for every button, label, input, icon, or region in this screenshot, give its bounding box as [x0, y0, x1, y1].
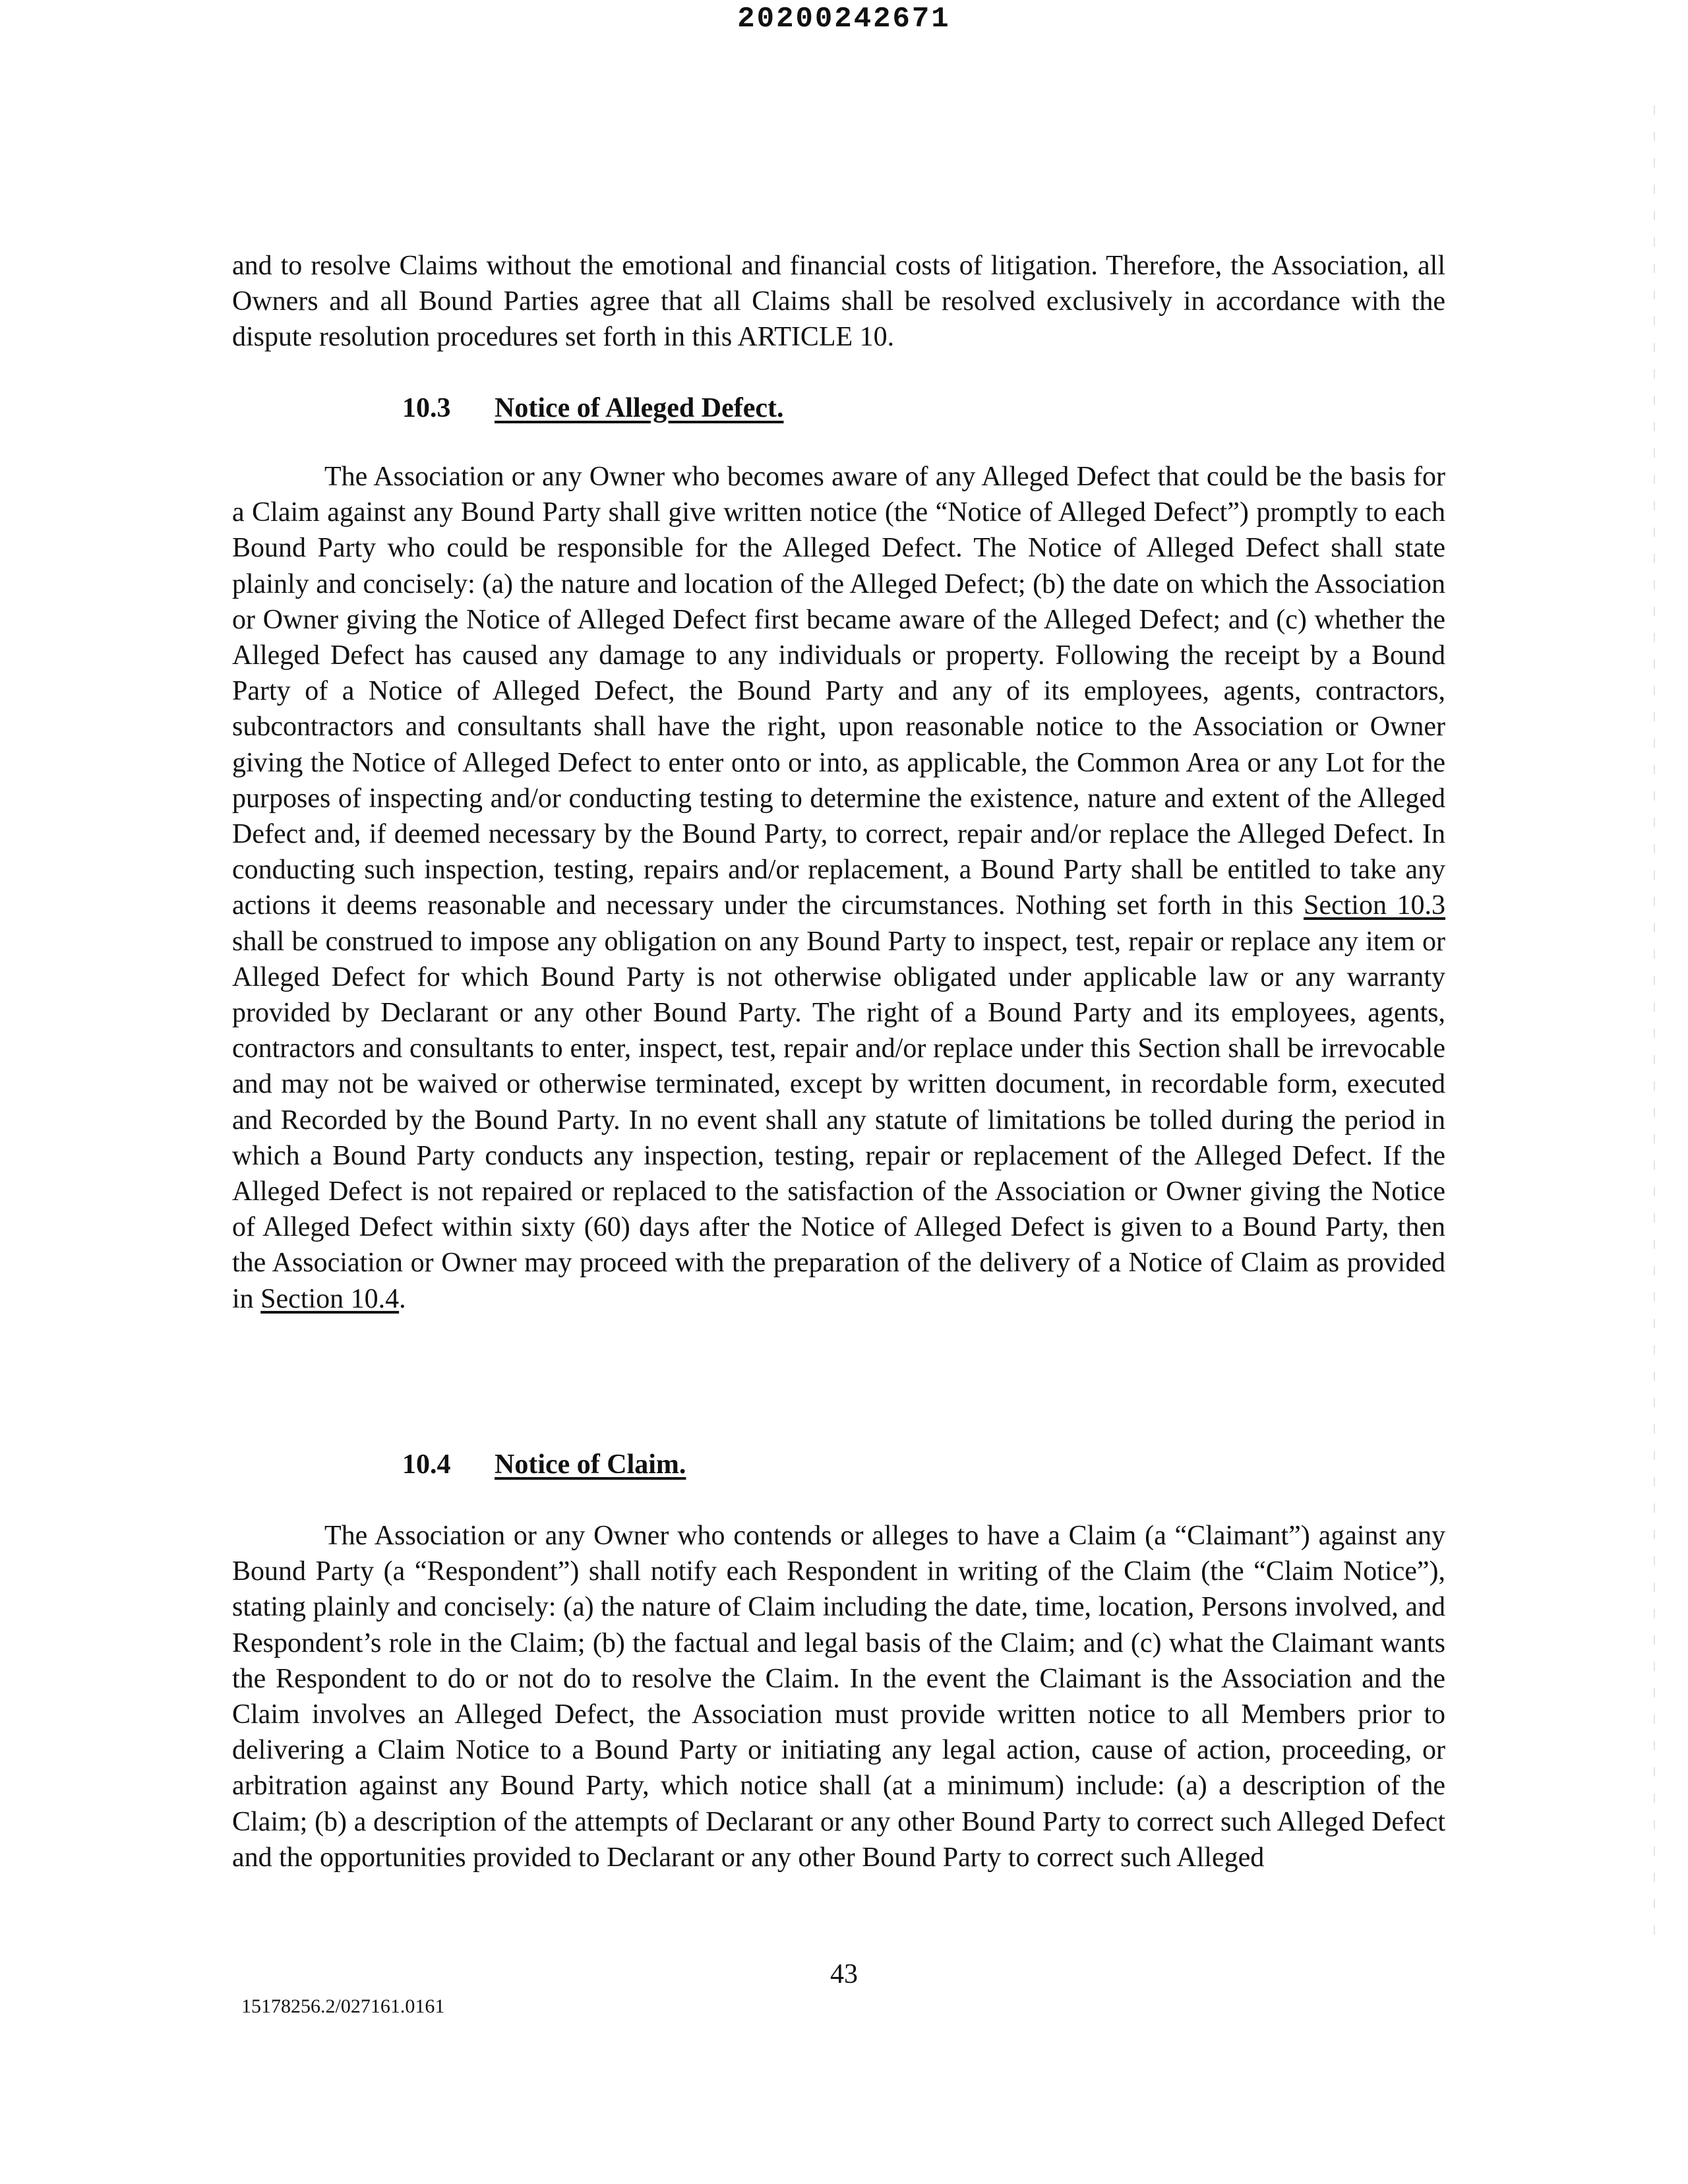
section-title: Notice of Alleged Defect. [495, 393, 784, 423]
paragraph-text-part: . [399, 1283, 406, 1314]
paragraph-text-part: The Association or any Owner who becomes aware of any Alleged Defect that could be the basis for a Claim against any Bound Party shall give written notice (the “Notice of Alleged Defect”) promptly to each Bound Party who could be responsible for the Alleged Defect. The Notice of Alleged Defect shall state plainly and concisely: (a) the nature and location of the Alleged Defect; (b) the date on which the Association or Owner giving the Notice of Alleged Defect first became aware of the Alleged Defect; and (c) whether the Alleged Defect has caused any damage to any individuals or property. Following the receipt by a Bound Party of a Notice of Alleged Defect, the Bound Party and any of its employees, agents, contractors, subcontractors and consultants shall have the right, upon reasonable notice to the Association or Owner giving the Notice of Alleged Defect to enter onto or into, as applicable, the Common Area or any Lot for the purposes of inspecting and/or conducting testing to determine the existence, nature and extent of the Alleged Defect and, if deemed necessary by the Bound Party, to correct, repair and/or replace the Alleged Defect. In conducting such inspection, testing, repairs and/or replacement, a Bound Party shall be entitled to take any actions it deems reasonable and necessary under the circumstances. Nothing set forth in this [232, 462, 1445, 921]
section-title: Notice of Claim. [495, 1449, 686, 1480]
paragraph-text [232, 459, 1445, 1317]
section-number: 10.4 [402, 1449, 451, 1480]
section-number: 10.3 [402, 393, 451, 423]
paragraph-text: and to resolve Claims without the emotional and financial costs of litigation. Therefore, the Association, all Owners and all Bound Parties agree that all Claims shall be resolved exclusively in accordance with the dispute resolution procedures set forth in this ARTICLE 10. [232, 251, 1445, 353]
section-reference-link[interactable]: Section 10.4 [260, 1283, 400, 1314]
paragraph-intro [232, 248, 1445, 355]
document-id: 15178256.2/027161.0161 [241, 1995, 445, 2017]
paragraph-text: The Association or any Owner who contends or alleges to have a Claim (a “Claimant”) against any Bound Party (a “Respondent”) shall notify each Respondent in writing of the Claim (the “Claim Notice”), stating plainly and concisely: (a) the nature of Claim including the date, time, location, Persons involved, and Respondent’s role in the Claim; (b) the factual and legal basis of the Claim; and (c) what the Claimant wants the Respondent to do or not do to resolve the Claim. In the event the Claimant is the Association and the Claim involves an Alleged Defect, the Association must provide written notice to all Members prior to delivering a Claim Notice to a Bound Party or initiating any legal action, cause of action, proceeding, or arbitration against any Bound Party, which notice shall (at a minimum) include: (a) a description of the Claim; (b) a description of the attempts of Declarant or any other Bound Party to correct such Alleged Defect and the opportunities provided to Declarant or any other Bound Party to correct such Alleged [232, 1521, 1445, 1873]
recording-number: 20200242671 [737, 3, 951, 36]
section-reference-link[interactable]: Section 10.3 [1304, 890, 1446, 921]
paragraph-alleged-defect [232, 459, 1445, 1317]
section-heading-10-4 [402, 1447, 686, 1482]
scan-edge-artifact [1654, 106, 1655, 1952]
page-number: 43 [830, 1959, 858, 1989]
paragraph-text-part: shall be construed to impose any obligation on any Bound Party to inspect, test, repair or replace any item or Alleged Defect for which Bound Party is not otherwise obligated under applicable law or any warranty provided by Declarant or any other Bound Party. The right of a Bound Party and its employees, agents, contractors and consultants to enter, inspect, test, repair and/or replace under this Section shall be irrevocable and may not be waived or otherwise terminated, except by written document, in recordable form, executed and Recorded by the Bound Party. In no event shall any statute of limitations be tolled during the period in which a Bound Party conducts any inspection, testing, repair or replacement of the Alleged Defect. If the Alleged Defect is not repaired or replaced to the satisfaction of the Association or Owner giving the Notice of Alleged Defect within sixty (60) days after the Notice of Alleged Defect is given to a Bound Party, then the Association or Owner may proceed with the preparation of the delivery of a Notice of Claim as provided in [232, 926, 1445, 1314]
paragraph-notice-of-claim [232, 1518, 1445, 1875]
section-heading-10-3 [402, 390, 783, 426]
